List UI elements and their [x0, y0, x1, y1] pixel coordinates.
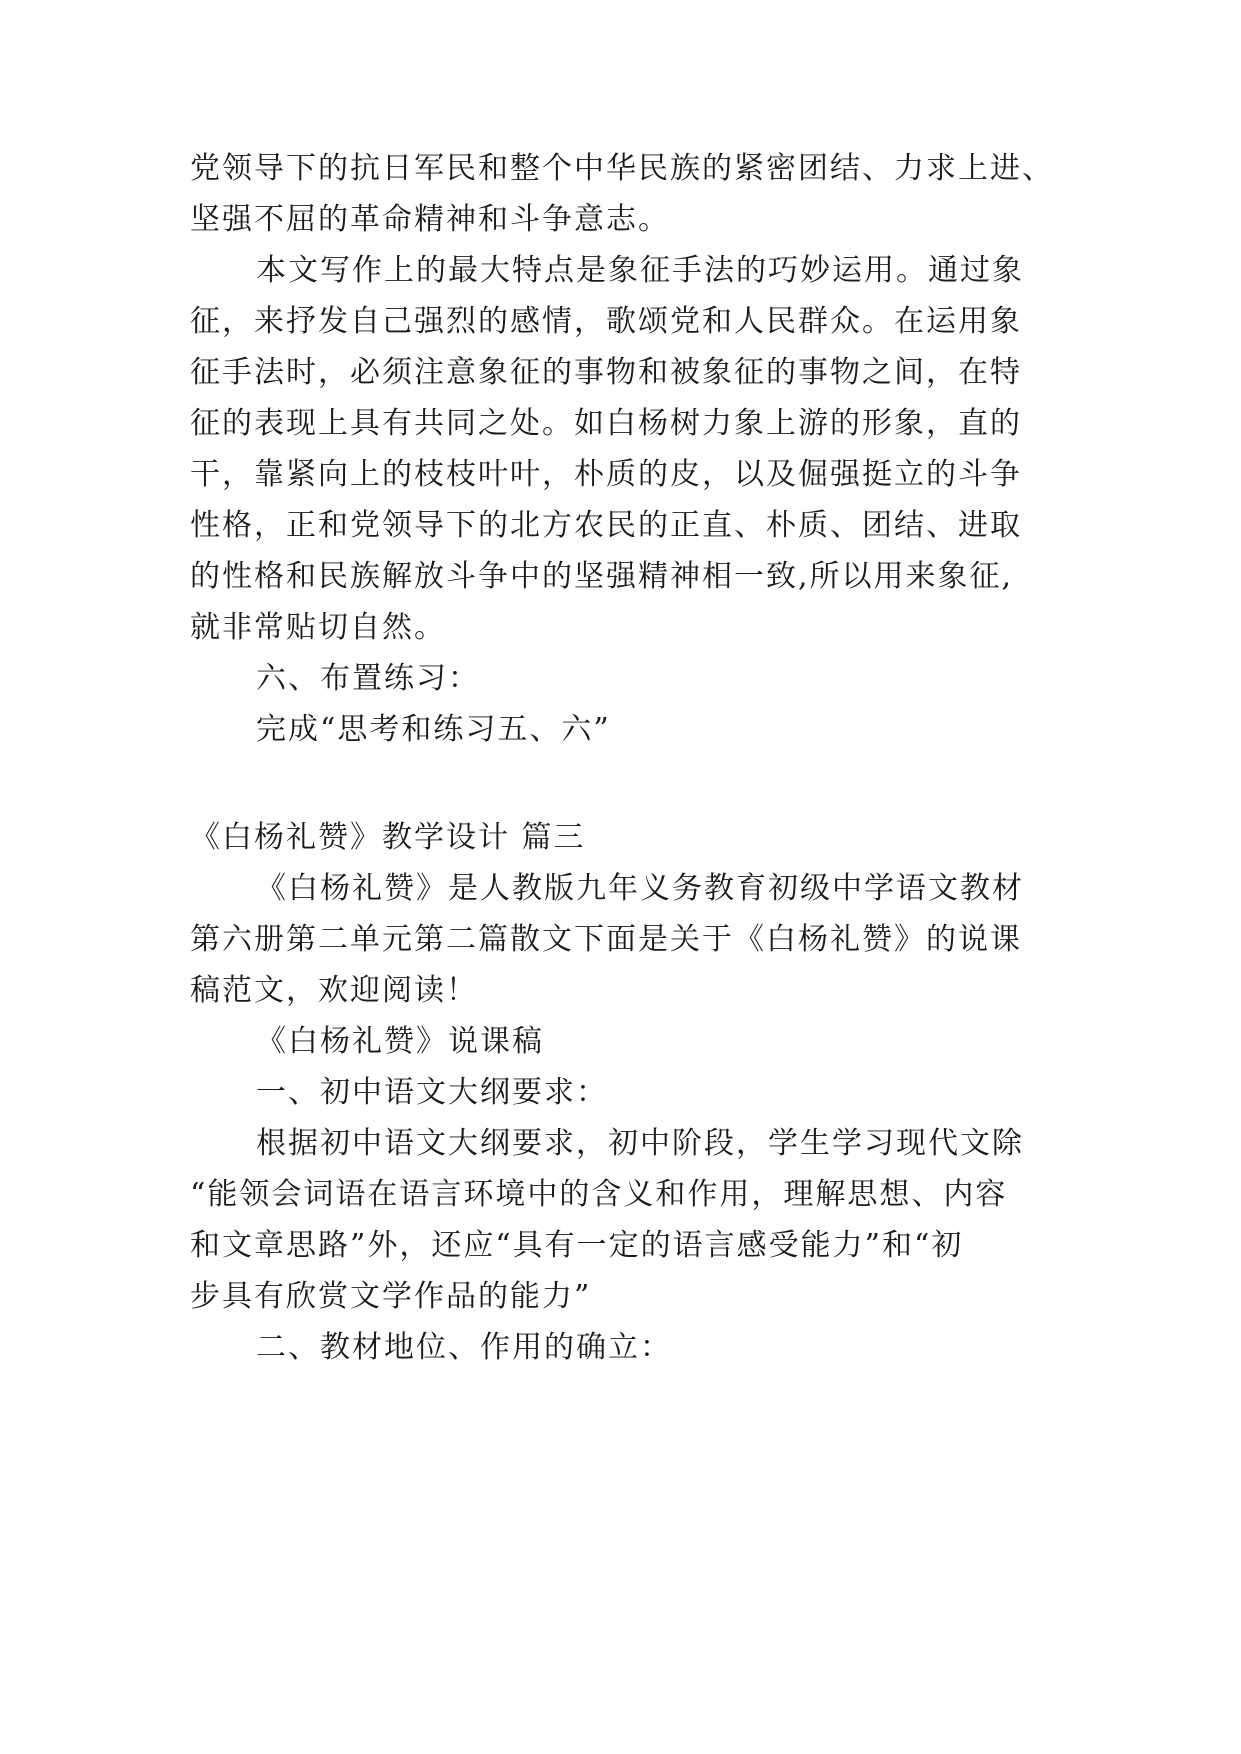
text-line: “能领会词语在语言环境中的含义和作用，理解思想、内容 — [190, 1177, 1008, 1212]
text-line: 党领导下的抗日军民和整个中华民族的紧密团结、力求上进、 — [190, 151, 1054, 186]
text-line: 《白杨礼赞》是人教版九年义务教育初级中学语文教材 — [256, 871, 1024, 906]
text-line: 本文写作上的最大特点是象征手法的巧妙运用。通过象 — [256, 253, 1024, 288]
text-line: 步具有欣赏文学作品的能力” — [190, 1279, 592, 1314]
text-line: 第六册第二单元第二篇散文下面是关于《白杨礼赞》的说课 — [190, 922, 1022, 957]
text-line: 干，靠紧向上的枝枝叶叶，朴质的皮，以及倔强挺立的斗争 — [190, 457, 1022, 492]
text-line: 坚强不屈的革命精神和斗争意志。 — [190, 202, 670, 237]
section-heading: 《白杨礼赞》说课稿 — [256, 1024, 544, 1059]
text-line: 根据初中语文大纲要求，初中阶段，学生学习现代文除 — [256, 1126, 1024, 1161]
text-line: 征手法时，必须注意象征的事物和被象征的事物之间，在特 — [190, 355, 1022, 390]
text-line: 征，来抒发自己强烈的感情，歌颂党和人民群众。在运用象 — [190, 304, 1022, 339]
text-line: 完成“思考和练习五、六” — [256, 712, 611, 747]
section-heading: 六、布置练习： — [256, 661, 480, 696]
text-line: 的性格和民族解放斗争中的坚强精神相一致,所以用来象征, — [190, 559, 1014, 594]
text-line: 性格，正和党领导下的北方农民的正直、朴质、团结、进取 — [190, 508, 1022, 543]
text-line: 征的表现上具有共同之处。如白杨树力象上游的形象，直的 — [190, 406, 1022, 441]
text-line: 就非常贴切自然。 — [190, 610, 446, 645]
section-heading: 二、教材地位、作用的确立： — [256, 1330, 672, 1365]
text-line: 稿范文，欢迎阅读！ — [190, 973, 478, 1008]
section-heading: 一、初中语文大纲要求： — [256, 1075, 608, 1110]
text-line: 和文章思路”外，还应“具有一定的语言感受能力”和“初 — [190, 1228, 964, 1263]
article-title: 《白杨礼赞》教学设计 篇三 — [190, 820, 586, 855]
